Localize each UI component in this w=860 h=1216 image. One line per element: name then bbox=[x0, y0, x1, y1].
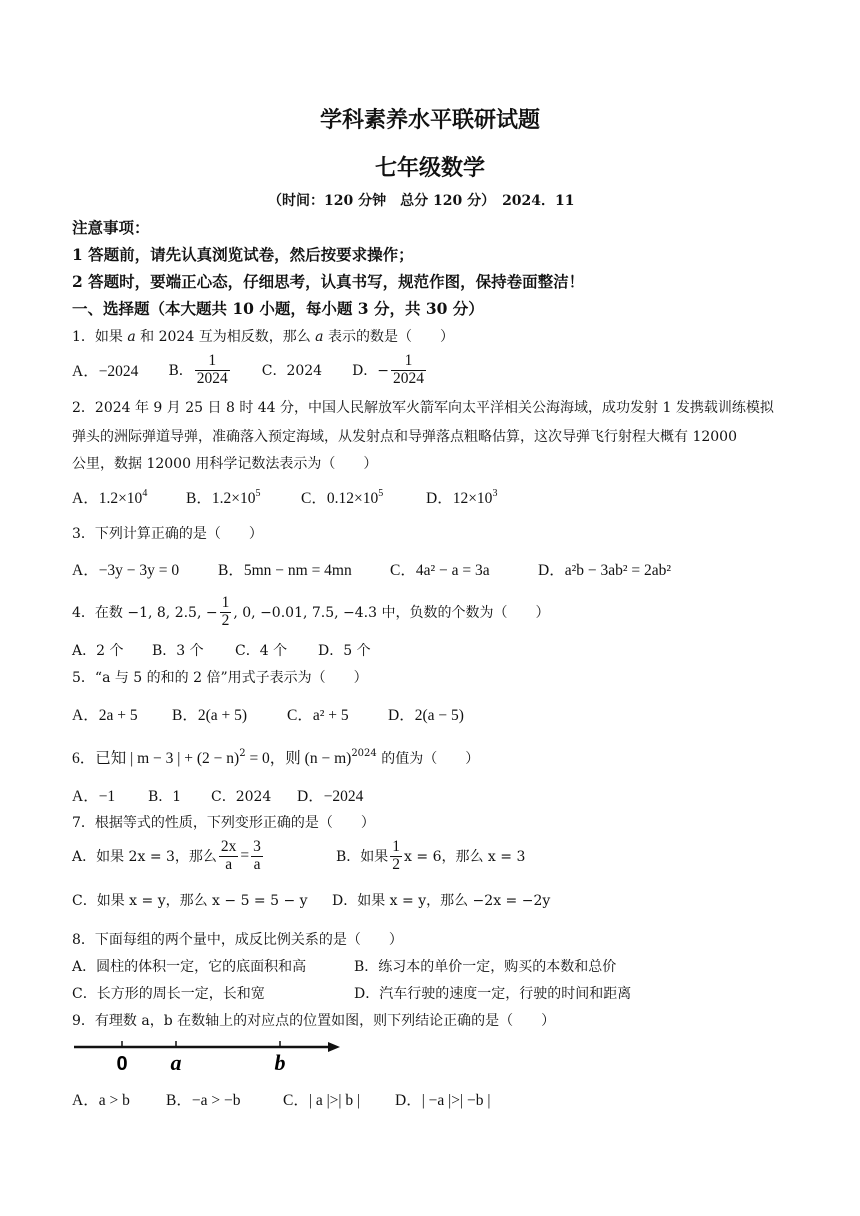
q8-option-d: D．汽车行驶的速度一定，行驶的时间和距离 bbox=[354, 986, 632, 1002]
q3-option-d: D．a²b − 3ab² = 2ab² bbox=[538, 562, 672, 579]
q5-option-b: B．2(a + 5) bbox=[172, 707, 248, 724]
label-b: b bbox=[274, 1050, 286, 1075]
question-4-stem: 4．在数 −1, 8, 2.5, − $\frac{1}{2}$ , 0, −0.01, 7.5, −4.3 中，负数的个数为（ ） bbox=[72, 594, 550, 629]
q4-option-b: B．3 个 bbox=[152, 643, 204, 659]
q9-option-c: C．| a |>| b | bbox=[283, 1092, 361, 1109]
question-9-stem: 9．有理数 a，b 在数轴上的对应点的位置如图，则下列结论正确的是（ ） bbox=[72, 1013, 556, 1029]
q1-option-d-fraction: $\frac{1}{2024}$ bbox=[393, 352, 425, 387]
q2-option-b: B．$1.2\times 10^5$ bbox=[186, 488, 261, 507]
q8-option-a: A．圆柱的体积一定，它的底面积和高 bbox=[72, 959, 307, 975]
q7-option-a: A．如果 2x = 3，那么 $\frac{2x}{a}$ = $\frac{3}{a}$ bbox=[72, 838, 261, 873]
question-3-stem: 3．下列计算正确的是（ ） bbox=[72, 526, 263, 542]
q4-fraction: $\frac{1}{2}$ bbox=[221, 594, 230, 629]
exam-title: 学科素养水平联研试题 bbox=[319, 108, 540, 133]
label-a: a bbox=[170, 1050, 182, 1075]
q5-option-a: A．2a + 5 bbox=[72, 707, 138, 724]
q7-option-b: B．如果 $\frac{1}{2}$ x = 6，那么 x = 3 bbox=[336, 838, 526, 873]
q4-option-d: D．5 个 bbox=[318, 643, 371, 659]
question-1-options bbox=[72, 348, 428, 392]
label-zero: 0 bbox=[116, 1053, 128, 1075]
section-heading: 一、选择题（本大题共 10 小题，每小题 3 分，共 30 分） bbox=[72, 299, 484, 318]
question-6-stem: 6．已知 | m − 3 | + $(2 - n)^2 = 0$，则 $(n - m)^{2024}$ 的值为（ ） bbox=[72, 748, 480, 767]
q9-option-a: A．a > b bbox=[72, 1092, 130, 1109]
q1-option-b-label: B． bbox=[168, 363, 193, 379]
q6-option-b: B．1 bbox=[148, 789, 182, 805]
q7-option-d: D．如果 x = y，那么 −2x = −2y bbox=[332, 893, 551, 909]
q4-option-c: C．4 个 bbox=[235, 643, 288, 659]
q1-option-c: C．2024 bbox=[261, 363, 323, 379]
q5-option-c: C．a² + 5 bbox=[287, 707, 349, 724]
q3-option-c: C．4a² − a = 3a bbox=[390, 562, 490, 579]
q6-option-d: D．−2024 bbox=[297, 788, 364, 805]
question-1-stem: 1．如果 a 和 2024 互为相反数，那么 a 表示的数是（ ） bbox=[72, 329, 454, 345]
q8-option-c: C．长方形的周长一定，长和宽 bbox=[72, 986, 265, 1002]
note-item-1: 1 答题前，请先认真浏览试卷，然后按要求操作； bbox=[72, 245, 414, 264]
exam-meta: （时间：120 分钟 总分 120 分） 2024．11 bbox=[268, 193, 575, 209]
question-5-stem: 5．“a 与 5 的和的 2 倍”用式子表示为（ ） bbox=[72, 670, 368, 686]
q2-option-a: A．$1.2\times 10^4$ bbox=[72, 488, 148, 507]
q9-option-b: B．−a > −b bbox=[166, 1092, 241, 1109]
number-line-arrow bbox=[328, 1042, 340, 1052]
q6-option-c: C．2024 bbox=[211, 789, 272, 805]
number-line-figure bbox=[70, 1036, 350, 1078]
question-2-line-2: 弹头的洲际弹道导弹，准确落入预定海域，从发射点和导弹落点粗略估算，这次导弹飞行射程大概有 12000 bbox=[72, 429, 737, 445]
q2-option-d: D．$12\times 10^3$ bbox=[426, 488, 498, 507]
q3-option-a: A．−3y − 3y = 0 bbox=[72, 562, 180, 579]
exam-subtitle: 七年级数学 bbox=[374, 156, 485, 181]
q8-option-b: B．练习本的单价一定，购买的本数和总价 bbox=[354, 959, 617, 975]
q2-option-c: C．$0.12\times 10^5$ bbox=[301, 488, 384, 507]
q3-option-b: B．5mn − nm = 4mn bbox=[218, 562, 352, 579]
question-2-line-1: 2．2024 年 9 月 25 日 8 时 44 分，中国人民解放军火箭军向太平洋相关公海海域，成功发射 1 发携载训练模拟 bbox=[72, 400, 774, 416]
q9-option-d: D．| −a |>| −b | bbox=[395, 1092, 491, 1109]
q1-option-a: A．−2024 bbox=[72, 363, 139, 380]
question-7-stem: 7．根据等式的性质，下列变形正确的是（ ） bbox=[72, 815, 375, 831]
q1-option-b-fraction: $\frac{1}{2024}$ bbox=[196, 352, 228, 387]
question-8-stem: 8．下面每组的两个量中，成反比例关系的是（ ） bbox=[72, 932, 403, 948]
q4-option-a: A．2 个 bbox=[72, 643, 124, 659]
q1-option-d-label: D．− bbox=[352, 363, 390, 379]
question-2-line-3: 公里，数据 12000 用科学记数法表示为（ ） bbox=[72, 456, 378, 472]
q5-option-d: D．2(a − 5) bbox=[388, 707, 464, 724]
notes-heading: 注意事项： bbox=[72, 218, 150, 237]
q7-option-c: C．如果 x = y，那么 x − 5 = 5 − y bbox=[72, 893, 308, 909]
note-item-2: 2 答题时，要端正心态，仔细思考，认真书写，规范作图，保持卷面整洁！ bbox=[72, 272, 585, 291]
q6-option-a: A．−1 bbox=[72, 788, 116, 805]
